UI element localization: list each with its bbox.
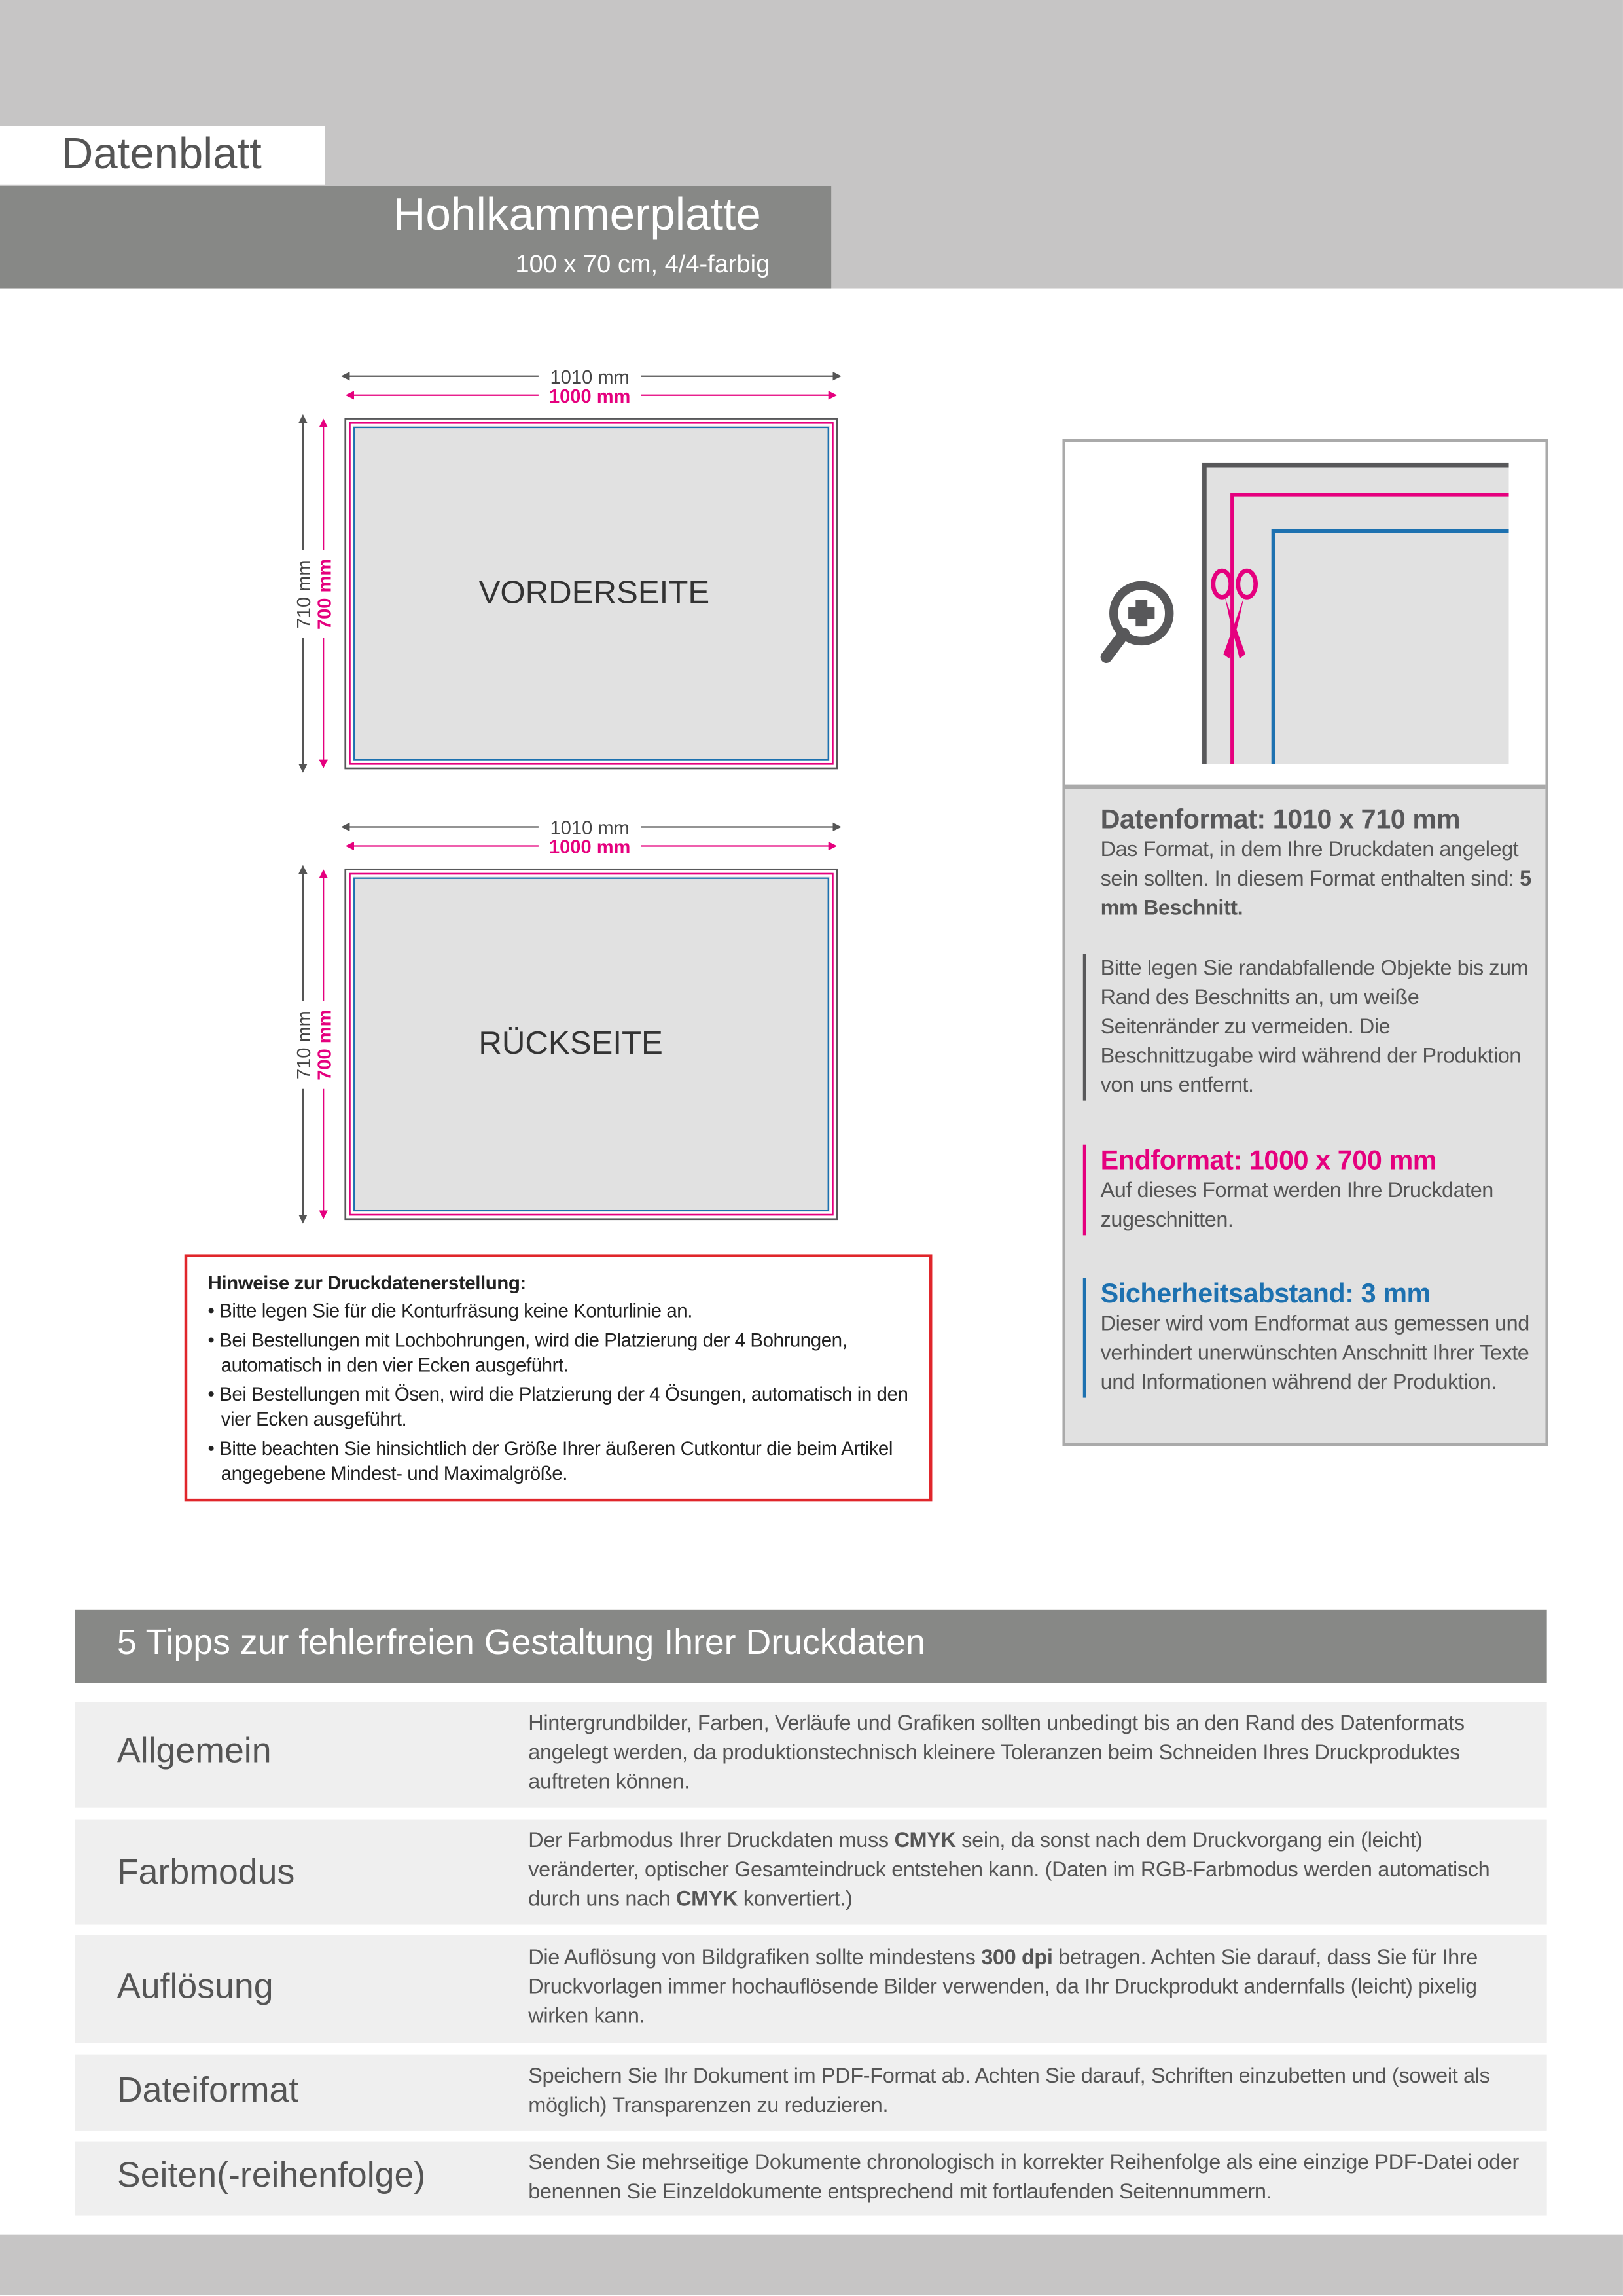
hint-item: • Bei Bestellungen mit Ösen, wird die Platzierung der 4 Ösungen, automatisch in den vier Ecken ausgeführt. — [208, 1382, 929, 1431]
safety-section — [1083, 1278, 1540, 1397]
doc-label — [0, 126, 325, 184]
datenformat-section — [1101, 804, 1540, 924]
tip-text: Der Farbmodus Ihrer Druckdaten muss CMYK sein, da sonst nach dem Druckvorgang ein (leicht) veränderter, optischer Gesamteindruck entstehen kann. (Daten im RGB-Farbmodus werden automatisch durch uns nach CMYK konvertiert.) — [528, 1829, 1490, 1912]
endwidth-label: 1000 mm — [548, 386, 631, 407]
zoom-detail — [1065, 442, 1545, 789]
datenformat-text: Das Format, in dem Ihre Druckdaten angelegt sein sollten. In diesem Format enthalten sind: — [1100, 838, 1520, 891]
hints-box — [185, 1254, 933, 1501]
tip-row-aufloesung — [75, 1935, 1547, 2043]
width-label: 1010 mm — [550, 367, 630, 388]
product-subtitle: 100 x 70 cm, 4/4-farbig — [515, 250, 770, 278]
format-legend-panel — [1062, 439, 1548, 1446]
tip-label: Farbmodus — [116, 1853, 295, 1893]
tip-text: Speichern Sie Ihr Dokument im PDF-Format ab. Achten Sie darauf, Schriften einzubetten und (soweit als möglich) Transparenzen zu reduzieren. — [528, 2065, 1490, 2118]
width-label: 1010 mm — [550, 817, 630, 839]
tip-label: Seiten(-reihenfolge) — [116, 2155, 426, 2196]
endformat-section — [1083, 1145, 1540, 1236]
tip-label: Auflösung — [116, 1967, 274, 2007]
title-box — [0, 186, 831, 289]
tip-label: Dateiformat — [116, 2071, 299, 2111]
format-diagrams — [278, 351, 863, 1244]
tip-text: Hintergrundbilder, Farben, Verläufe und Grafiken sollten unbedingt bis an den Rand des Datenformats angelegt werden, da produktionstechnisch kleinere Toleranzen beim Schneiden Ihres Druckproduktes auftreten können. — [528, 1712, 1465, 1795]
hints-list — [208, 1299, 929, 1490]
side-label: RÜCKSEITE — [478, 1025, 663, 1062]
tips-header — [75, 1610, 1547, 1683]
footer-band — [0, 2235, 1623, 2295]
tip-text: Senden Sie mehrseitige Dokumente chronologisch in korrekter Reihenfolge als eine einzige PDF-Datei oder benennen Sie Einzeldokumente entsprechend mit fortlaufenden Seitennummern. — [528, 2151, 1519, 2204]
zoom-in-icon — [1107, 585, 1169, 657]
datenformat-bleed: 5 mm Beschnitt. — [1100, 868, 1531, 921]
hints-title: Hinweise zur Druckdatenerstellung: — [207, 1272, 526, 1294]
hint-item: • Bei Bestellungen mit Lochbohrungen, wird die Platzierung der 4 Bohrungen, automatisch in den vier Ecken ausgeführt. — [208, 1327, 929, 1377]
endformat-text: Auf dieses Format werden Ihre Druckdaten zugeschnitten. — [1100, 1179, 1493, 1232]
tip-row-allgemein — [75, 1702, 1547, 1808]
safety-title: Sicherheitsabstand: 3 mm — [1100, 1278, 1431, 1309]
product-title: Hohlkammerplatte — [393, 188, 761, 240]
diagram-back — [290, 816, 837, 1219]
height-label: 710 mm — [294, 560, 315, 629]
tip-row-farbmodus — [75, 1820, 1547, 1925]
endheight-label: 700 mm — [314, 558, 336, 630]
bleed-text: Bitte legen Sie randabfallende Objekte bis zum Rand des Beschnitts an, um weiße Seitenränder zu vermeiden. Die Beschnittzugabe wird während der Produktion von uns entfernt. — [1083, 954, 1540, 1101]
tip-text: Die Auflösung von Bildgrafiken sollte mindestens 300 dpi betragen. Achten Sie darauf, dass Sie für Ihre Druckvorlagen immer hochauflösende Bilder verwenden, da Ihr Druckprodukt andernfalls (leicht) pixelig wirken kann. — [528, 1946, 1478, 2029]
safety-text: Dieser wird vom Endformat aus gemessen und verhindert unerwünschten Anschnitt Ihrer Texte und Informationen während der Produktion. — [1100, 1312, 1529, 1395]
hint-item: • Bitte legen Sie für die Konturfräsung keine Konturlinie an. — [208, 1299, 929, 1323]
tips-title: 5 Tipps zur fehlerfreien Gestaltung Ihrer Druckdaten — [116, 1623, 925, 1663]
doc-label-text: Datenblatt — [61, 130, 262, 179]
endformat-title: Endformat: 1000 x 700 mm — [1100, 1144, 1437, 1175]
datenformat-title: Datenformat: 1010 x 710 mm — [1100, 803, 1461, 834]
tip-row-seiten — [75, 2142, 1547, 2216]
hint-item: • Bitte beachten Sie hinsichtlich der Größe Ihrer äußeren Cutkontur die beim Artikel angegebene Mindest- und Maximalgröße. — [208, 1436, 929, 1486]
side-label: VORDERSEITE — [478, 574, 710, 611]
corner-detail-illustration — [1065, 442, 1545, 784]
endwidth-label: 1000 mm — [548, 836, 631, 858]
endheight-label: 700 mm — [314, 1009, 336, 1081]
tip-row-dateiformat — [75, 2055, 1547, 2131]
tip-label: Allgemein — [116, 1731, 272, 1771]
diagram-front — [290, 365, 837, 768]
height-label: 710 mm — [294, 1011, 315, 1080]
